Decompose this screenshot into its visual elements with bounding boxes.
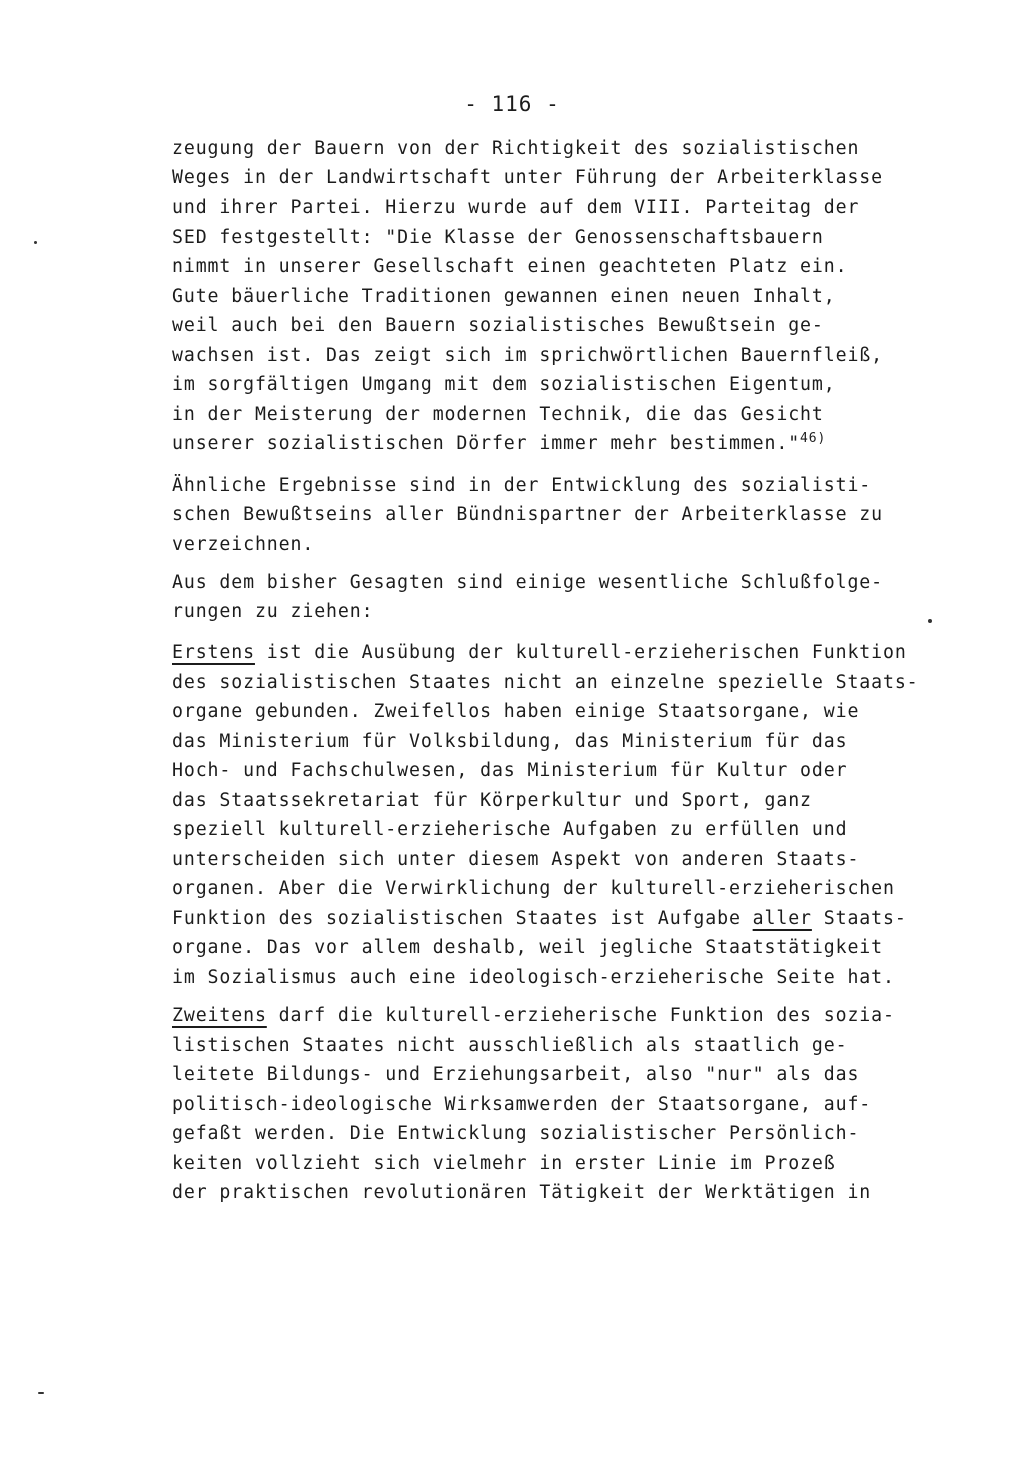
text-line: des sozialistischen Staates nicht an einzelne spezielle Staats-: [172, 672, 919, 693]
text-line: politisch-ideologische Wirksamwerden der Staatsorgane, auf-: [172, 1094, 872, 1115]
text-line: [172, 1004, 895, 1028]
text-segment: ist die Ausübung der kulturell-erzieherischen Funktion: [254, 642, 907, 663]
text-line: organe. Das vor allem deshalb, weil jegliche Staatstätigkeit: [172, 937, 883, 958]
text-line: schen Bewußtseins aller Bündnispartner der Arbeiterklasse zu: [172, 504, 883, 525]
text-line: und ihrer Partei. Hierzu wurde auf dem VIII. Parteitag der: [172, 197, 860, 218]
text-segment: darf die kulturell-erzieherische Funktion des sozia-: [266, 1005, 895, 1026]
text-line: Ähnliche Ergebnisse sind in der Entwicklung des sozialisti-: [172, 475, 872, 496]
text-line: [172, 641, 907, 665]
text-line: listischen Staates nicht ausschließlich als staatlich ge-: [172, 1035, 848, 1056]
scan-speck: [928, 619, 932, 623]
text-line: Aus dem bisher Gesagten sind einige wesentliche Schlußfolge-: [172, 572, 883, 593]
text-segment: Staats-: [811, 908, 907, 929]
text-line: das Staatssekretariat für Körperkultur und Sport, ganz: [172, 790, 812, 811]
text-line: wachsen ist. Das zeigt sich im sprichwörtlichen Bauernfleiß,: [172, 345, 883, 366]
text-line: [172, 907, 907, 931]
text-line: unterscheiden sich unter diesem Aspekt von anderen Staats-: [172, 849, 860, 870]
text-line: organen. Aber die Verwirklichung der kulturell-erzieherischen: [172, 878, 895, 899]
text-line: das Ministerium für Volksbildung, das Ministerium für das: [172, 731, 848, 752]
text-segment: Funktion des sozialistischen Staates ist Aufgabe: [172, 908, 753, 929]
underlined-word: Zweitens: [172, 1005, 267, 1026]
text-line: [172, 432, 826, 456]
text-line: Weges in der Landwirtschaft unter Führung der Arbeiterklasse: [172, 167, 883, 188]
text-line: organe gebunden. Zweifellos haben einige Staatsorgane, wie: [172, 701, 860, 722]
text-line: Hoch- und Fachschulwesen, das Ministerium für Kultur oder: [172, 760, 848, 781]
text-line: zeugung der Bauern von der Richtigkeit des sozialistischen: [172, 138, 860, 159]
underlined-word: aller: [752, 908, 812, 929]
text-line: SED festgestellt: "Die Klasse der Genossenschaftsbauern: [172, 227, 824, 248]
text-line: im Sozialismus auch eine ideologisch-erzieherische Seite hat.: [172, 967, 895, 988]
text-line: im sorgfältigen Umgang mit dem sozialistischen Eigentum,: [172, 374, 836, 395]
text-line: in der Meisterung der modernen Technik, die das Gesicht: [172, 404, 824, 425]
scan-speck: [34, 241, 37, 244]
text-line: der praktischen revolutionären Tätigkeit der Werktätigen in: [172, 1182, 872, 1203]
text-segment: unserer sozialistischen Dörfer immer mehr bestimmen.": [172, 433, 801, 454]
page-number: - 116 -: [464, 92, 560, 116]
text-line: verzeichnen.: [172, 534, 315, 555]
text-line: gefaßt werden. Die Entwicklung sozialistischer Persönlich-: [172, 1123, 860, 1144]
text-line: nimmt in unserer Gesellschaft einen geachteten Platz ein.: [172, 256, 848, 277]
text-line: weil auch bei den Bauern sozialistisches Bewußtsein ge-: [172, 315, 824, 336]
footnote-marker: 46): [800, 431, 827, 446]
underlined-word: Erstens: [172, 642, 255, 663]
scan-speck: [38, 1392, 44, 1394]
text-line: Gute bäuerliche Traditionen gewannen einen neuen Inhalt,: [172, 286, 836, 307]
text-line: keiten vollzieht sich vielmehr in erster Linie im Prozeß: [172, 1153, 836, 1174]
text-line: leitete Bildungs- und Erziehungsarbeit, also "nur" als das: [172, 1064, 860, 1085]
text-line: speziell kulturell-erzieherische Aufgaben zu erfüllen und: [172, 819, 848, 840]
text-line: rungen zu ziehen:: [172, 601, 374, 622]
